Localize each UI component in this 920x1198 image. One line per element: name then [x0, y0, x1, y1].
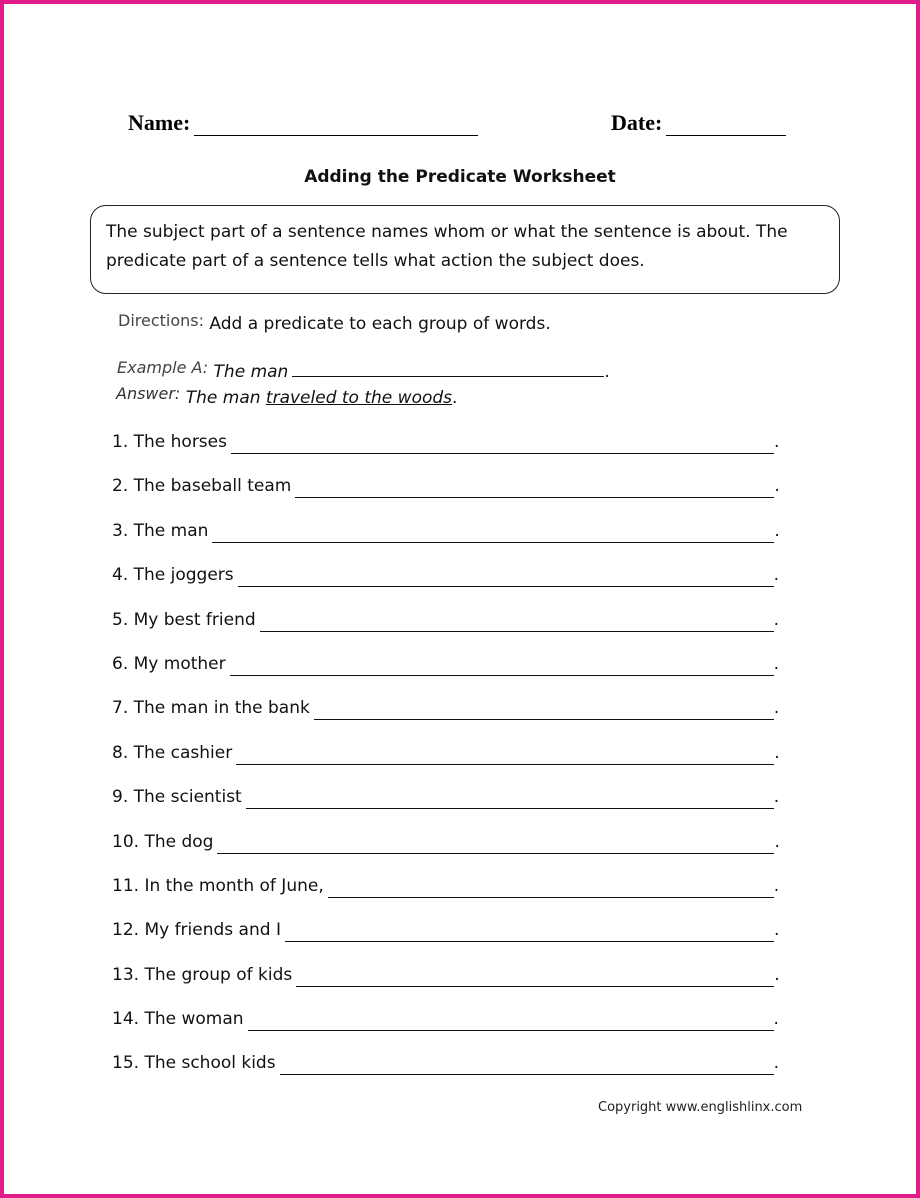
- question-item: [112, 476, 792, 520]
- question-prompt: 4. The joggers: [112, 565, 234, 586]
- answer-blank[interactable]: [260, 610, 774, 632]
- answer-blank[interactable]: [280, 1053, 774, 1075]
- question-item: [112, 654, 792, 698]
- answer-blank[interactable]: [314, 698, 774, 720]
- directions: [118, 311, 551, 334]
- question-end: .: [773, 565, 780, 586]
- question-end: .: [774, 831, 780, 852]
- worksheet-title: Adding the Predicate Worksheet: [304, 167, 616, 187]
- question-end: .: [773, 920, 780, 941]
- answer-blank[interactable]: [236, 743, 774, 765]
- intro-line-1: The subject part of a sentence names whom or what the sentence is about. The: [106, 222, 788, 242]
- question-prompt: 13. The group of kids: [112, 964, 293, 985]
- question-prompt: 5. My best friend: [112, 609, 256, 630]
- question-end: .: [773, 432, 780, 452]
- question-end: .: [773, 653, 780, 674]
- copyright: Copyright www.englishlinx.com: [598, 1100, 803, 1115]
- question-end: .: [773, 698, 780, 719]
- answer-blank[interactable]: [238, 565, 774, 587]
- question-item: [112, 1053, 792, 1097]
- answer-subject: The man: [185, 388, 261, 408]
- question-prompt: 9. The scientist: [112, 787, 242, 808]
- date-field: [611, 110, 786, 136]
- date-label: Date:: [611, 110, 663, 135]
- question-prompt: 7. The man in the bank: [112, 698, 310, 719]
- question-end: .: [774, 476, 780, 497]
- answer-blank[interactable]: [285, 920, 774, 942]
- question-end: .: [773, 609, 780, 630]
- header: [0, 110, 920, 150]
- answer-label: Answer:: [116, 384, 181, 403]
- directions-text: Add a predicate to each group of words.: [209, 314, 551, 334]
- question-end: .: [774, 520, 780, 541]
- answer-blank[interactable]: [230, 654, 774, 676]
- question-end: .: [773, 1009, 779, 1030]
- example-label: Example A:: [117, 358, 209, 377]
- question-end: .: [774, 742, 780, 763]
- answer-blank[interactable]: [296, 965, 774, 987]
- question-prompt: 14. The woman: [112, 1009, 244, 1030]
- question-end: .: [773, 875, 780, 896]
- question-end: .: [773, 1053, 779, 1074]
- directions-label: Directions:: [118, 311, 205, 330]
- answer-blank[interactable]: [231, 432, 774, 454]
- answer-blank[interactable]: [212, 521, 774, 543]
- question-item: [112, 565, 792, 609]
- question-item: [112, 521, 792, 565]
- answer-blank[interactable]: [246, 787, 774, 809]
- question-prompt: 2. The baseball team: [112, 476, 292, 497]
- question-end: .: [773, 787, 780, 808]
- question-prompt: 11. In the month of June,: [112, 875, 324, 896]
- example-end: .: [604, 362, 610, 382]
- example-subject: The man: [213, 362, 289, 382]
- date-blank[interactable]: [666, 113, 786, 136]
- answer: [116, 384, 458, 408]
- answer-blank[interactable]: [248, 1009, 774, 1031]
- question-prompt: 6. My mother: [112, 653, 226, 674]
- answer-blank[interactable]: [217, 832, 774, 854]
- question-prompt: 1. The horses: [112, 432, 227, 452]
- intro-line-2: predicate part of a sentence tells what action the subject does.: [106, 251, 645, 271]
- question-item: [112, 698, 792, 742]
- question-prompt: 12. My friends and I: [112, 920, 281, 941]
- answer-predicate: traveled to the woods: [265, 388, 453, 408]
- question-item: [112, 965, 792, 1009]
- question-prompt: 10. The dog: [112, 831, 214, 852]
- name-blank[interactable]: [194, 113, 478, 136]
- name-field: [128, 110, 478, 136]
- question-item: [112, 610, 792, 654]
- question-item: [112, 876, 792, 920]
- answer-blank[interactable]: [295, 476, 774, 498]
- question-prompt: 8. The cashier: [112, 742, 233, 763]
- question-item: [112, 432, 792, 476]
- question-item: [112, 920, 792, 964]
- question-item: [112, 832, 792, 876]
- example-blank: [292, 360, 604, 377]
- question-item: [112, 787, 792, 831]
- question-prompt: 15. The school kids: [112, 1053, 276, 1074]
- question-item: [112, 743, 792, 787]
- question-prompt: 3. The man: [112, 520, 209, 541]
- question-end: .: [774, 964, 780, 985]
- intro-box: [90, 205, 840, 294]
- answer-end: .: [452, 388, 458, 408]
- question-list: [112, 432, 792, 1098]
- name-label: Name:: [128, 110, 191, 135]
- example: [117, 360, 610, 382]
- question-item: [112, 1009, 792, 1053]
- answer-blank[interactable]: [328, 876, 774, 898]
